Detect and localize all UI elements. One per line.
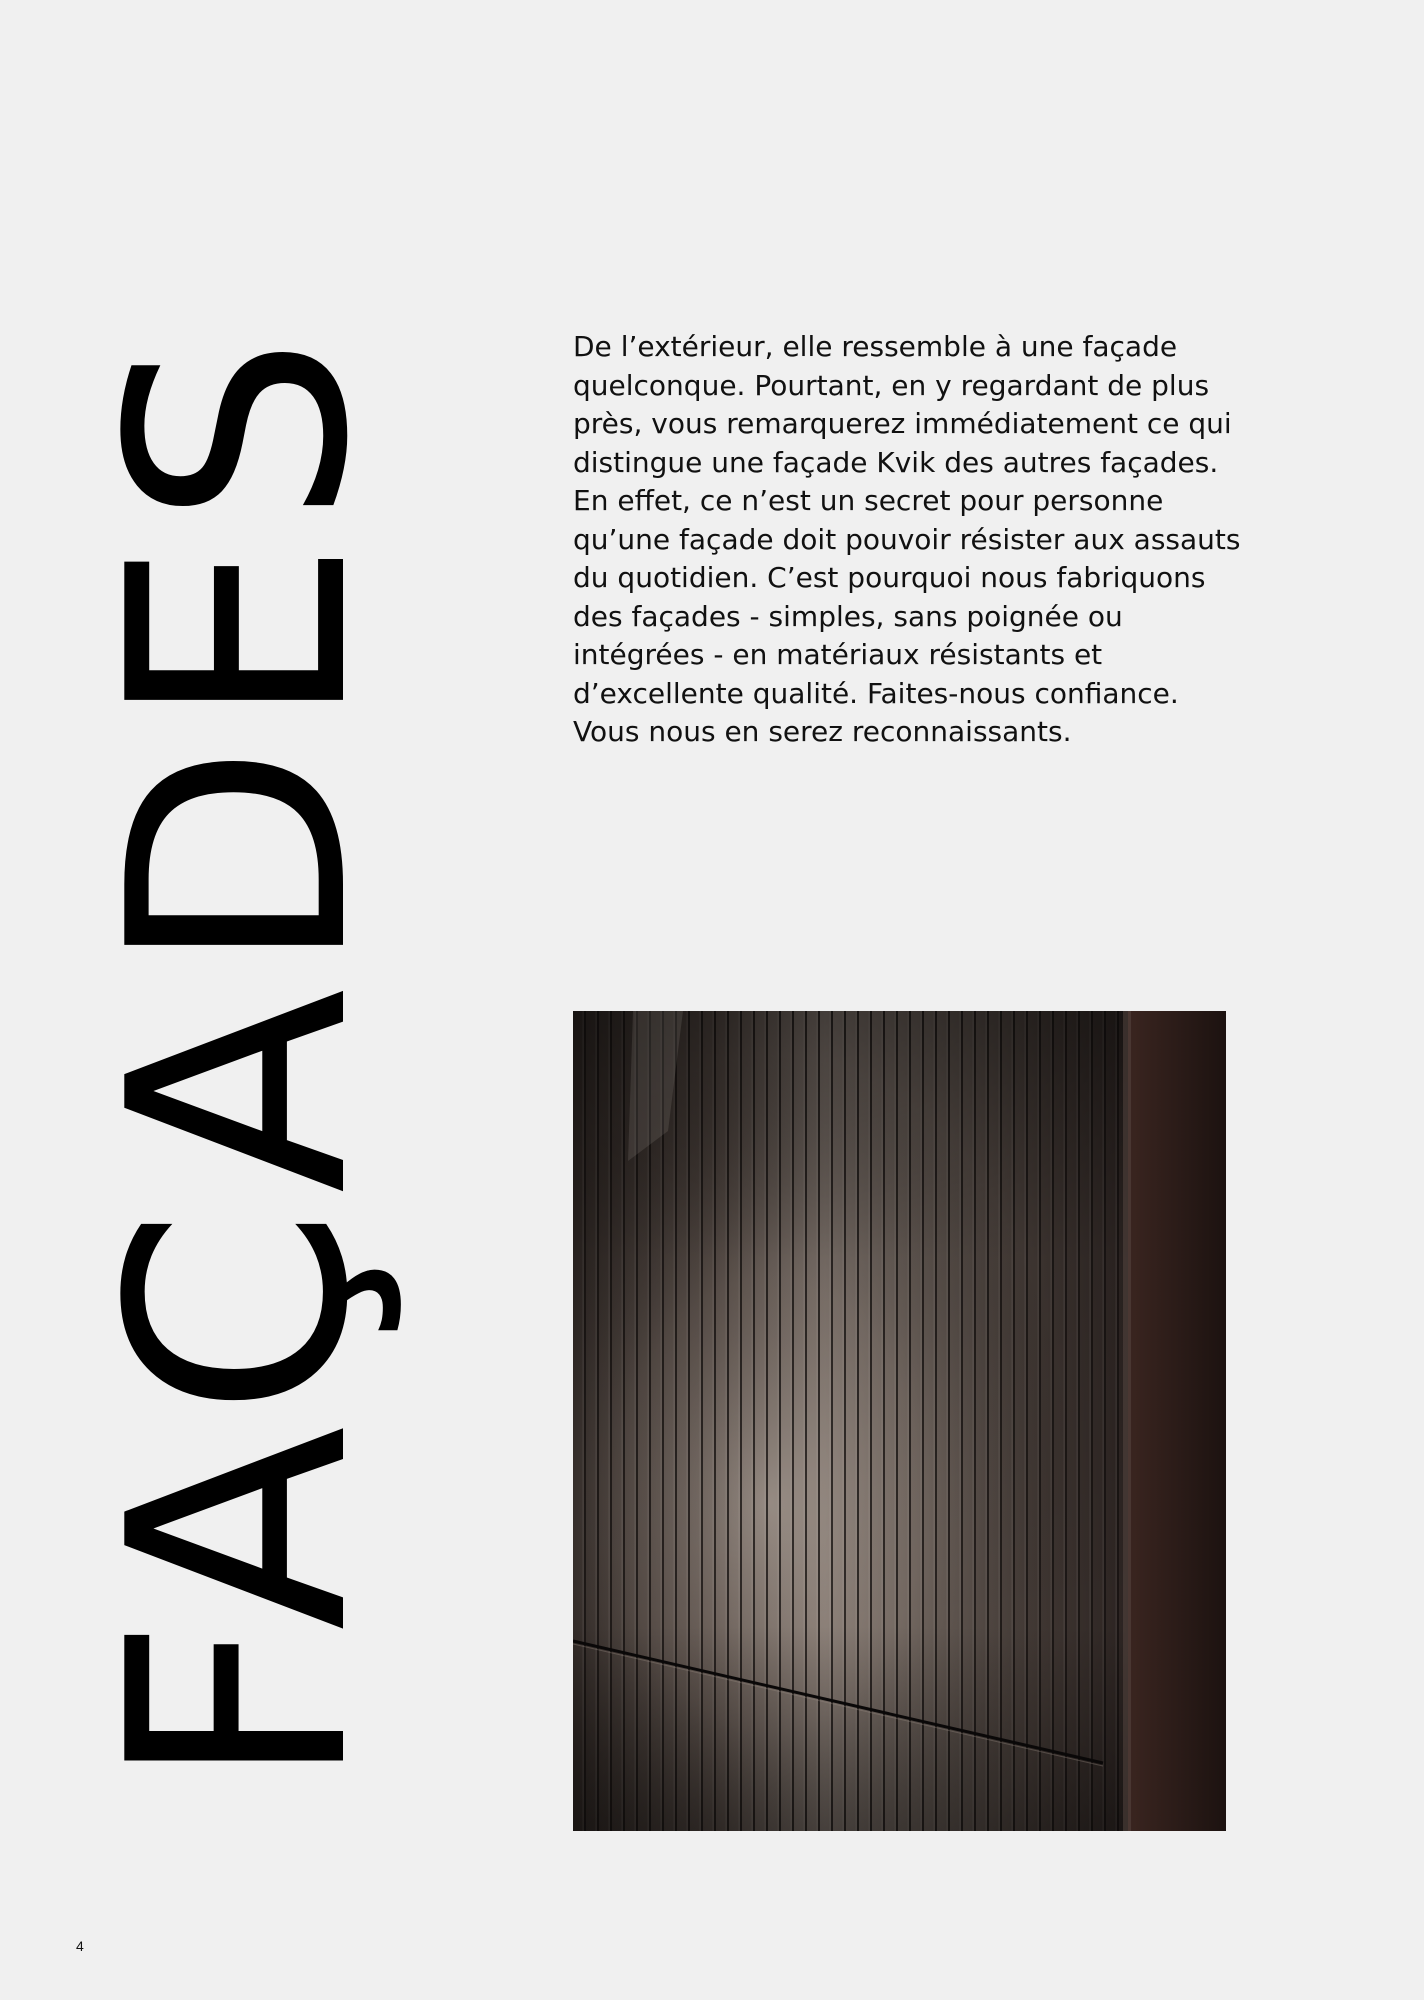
page-title: FAÇADES [65,321,414,1790]
wood-facade-photo [573,1011,1226,1831]
intro-paragraph: De l’extérieur, elle ressemble à une façade quelconque. Pourtant, en y regardant de plus près, vous remarquerez immédiatement ce qui distingue une façade Kvik des autres façades. En effet, ce n’est un secret pour personne qu’une façade doit pouvoir résister aux assauts du quotidien. C’est pourquoi nous fabriquons des façades - simples, sans poignée ou intégrées - en matériaux résistants et d’excellente qualité. Faites-nous confiance. Vous nous en serez reconnaissants. [573,330,1241,748]
wood-facade-image [573,1011,1226,1831]
vertical-title-container [65,200,414,1800]
page-number: 4 [76,1938,84,1954]
